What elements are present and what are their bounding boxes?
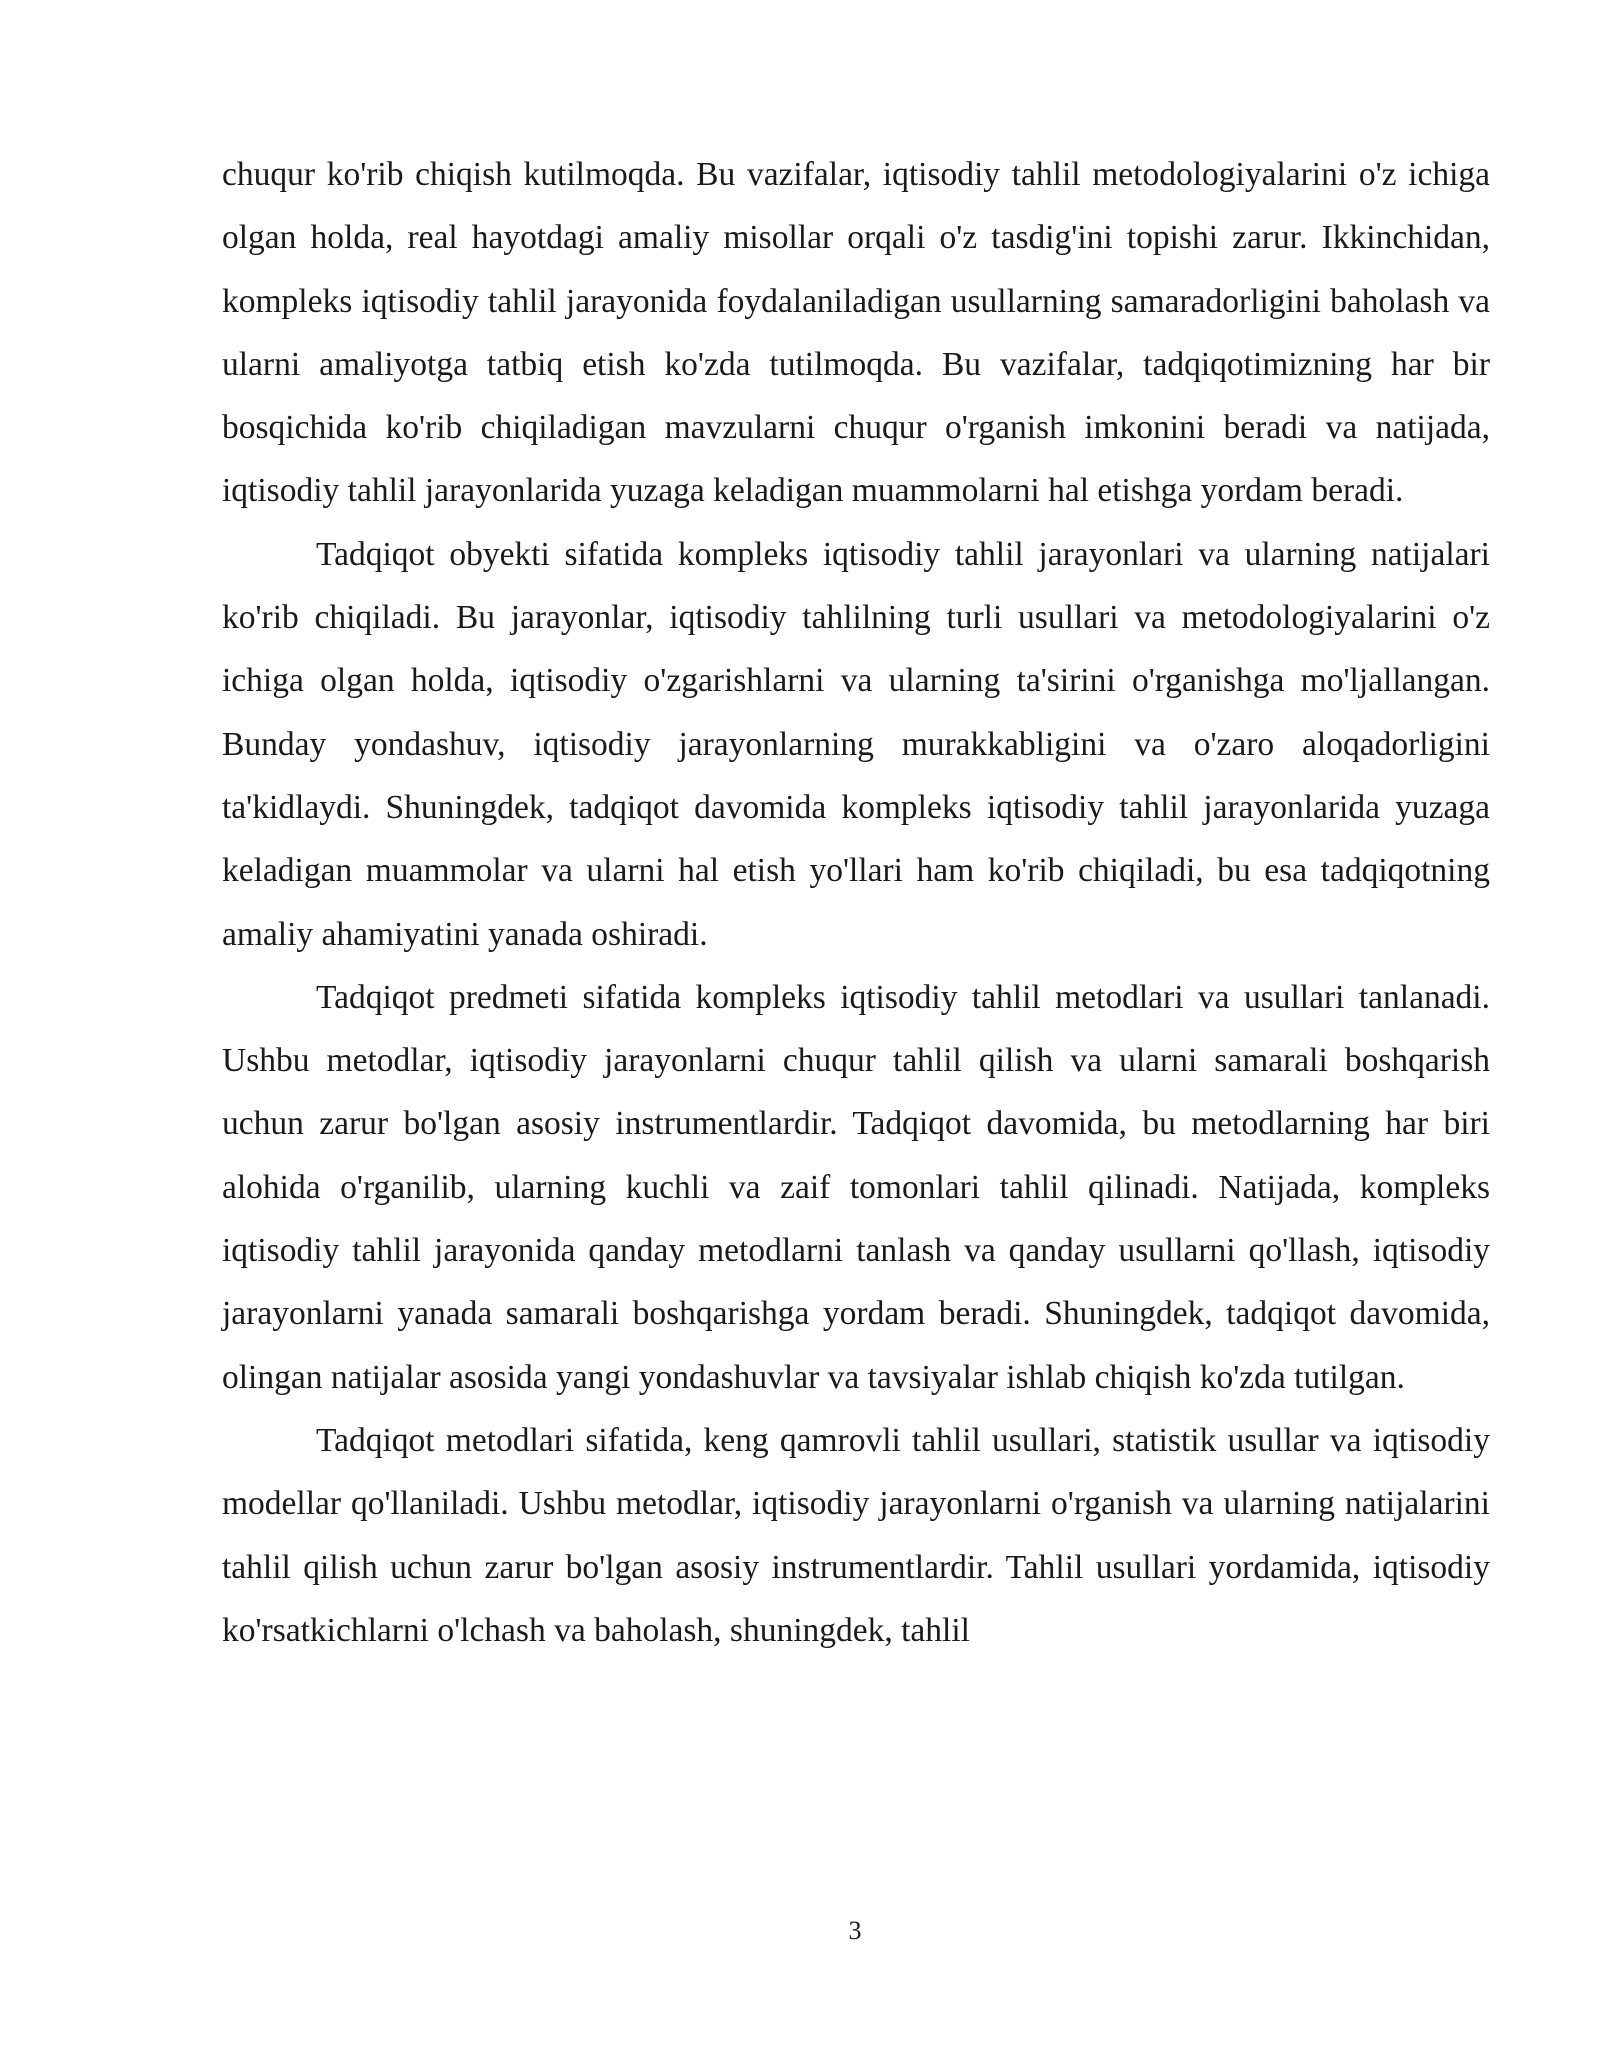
document-body xyxy=(222,143,1490,1662)
page-number: 3 xyxy=(848,1916,862,1945)
paragraph-3: Tadqiqot predmeti sifatida kompleks iqtisodiy tahlil metodlari va usullari tanlanadi. Ushbu metodlar, iqtisodiy jarayonlarni chuqur tahlil qilish va ularni samarali boshqarish uchun zarur bo'lgan asosiy instrumentlardir. Tadqiqot davomida, bu metodlarning har biri alohida o'rganilib, ularning kuchli va zaif tomonlari tahlil qilinadi. Natijada, kompleks iqtisodiy tahlil jarayonida qanday metodlarni tanlash va qanday usullarni qo'llash, iqtisodiy jarayonlarni yanada samarali boshqarishga yordam beradi. Shuningdek, tadqiqot davomida, olingan natijalar asosida yangi yondashuvlar va tavsiyalar ishlab chiqish ko'zda tutilgan. xyxy=(222,978,1490,1396)
paragraph-4: Tadqiqot metodlari sifatida, keng qamrovli tahlil usullari, statistik usullar va iqtisodiy modellar qo'llaniladi. Ushbu metodlar, iqtisodiy jarayonlarni o'rganish va ularning natijalarini tahlil qilish uchun zarur bo'lgan asosiy instrumentlardir. Tahlil usullari yordamida, iqtisodiy ko'rsatkichlarni o'lchash va baholash, shuningdek, tahlil xyxy=(222,1421,1490,1649)
paragraph-2: Tadqiqot obyekti sifatida kompleks iqtisodiy tahlil jarayonlari va ularning natijalari ko'rib chiqiladi. Bu jarayonlar, iqtisodiy tahlilning turli usullari va metodologiyalarini o'z ichiga olgan holda, iqtisodiy o'zgarishlarni va ularning ta'sirini o'rganishga mo'ljallangan. Bunday yondashuv, iqtisodiy jarayonlarning murakkabligini va o'zaro aloqadorligini ta'kidlaydi. Shuningdek, tadqiqot davomida kompleks iqtisodiy tahlil jarayonlarida yuzaga keladigan muammolar va ularni hal etish yo'llari ham ko'rib chiqiladi, bu esa tadqiqotning amaliy ahamiyatini yanada oshiradi. xyxy=(222,535,1490,953)
paragraph-1: chuqur ko'rib chiqish kutilmoqda. Bu vazifalar, iqtisodiy tahlil metodologiyalarini o'z ichiga olgan holda, real hayotdagi amaliy misollar orqali o'z tasdig'ini topishi zarur. Ikkinchidan, kompleks iqtisodiy tahlil jarayonida foydalaniladigan usullarning samaradorligini baholash va ularni amaliyotga tatbiq etish ko'zda tutilmoqda. Bu vazifalar, tadqiqotimizning har bir bosqichida ko'rib chiqiladigan mavzularni chuqur o'rganish imkonini beradi va natijada, iqtisodiy tahlil jarayonlarida yuzaga keladigan muammolarni hal etishga yordam beradi. xyxy=(222,156,1490,510)
